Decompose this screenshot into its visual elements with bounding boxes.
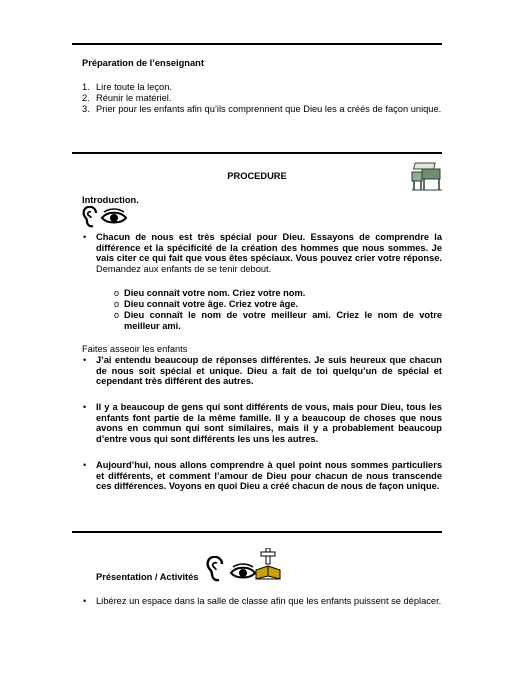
prep-num-3: 3. <box>82 104 90 114</box>
ear-icon <box>82 206 100 233</box>
presentation-divider <box>72 531 442 533</box>
sub-item-3: Dieu connaît le nom de votre meilleur ami. Criez le nom de votre meilleur ami. <box>124 310 442 331</box>
eye-icon <box>229 563 257 586</box>
intro-bullet-1 <box>96 232 442 274</box>
body-bullet-2: J’ai entendu beaucoup de réponses différentes. Je suis heureux que chacun de nous soit spécial et unique. Dieu a fait de toi quelqu’un de spécial et cependant très différent des autres. <box>96 355 442 387</box>
sub-item-2: Dieu connaît votre âge. Criez votre âge. <box>124 299 299 309</box>
eye-icon <box>100 208 128 231</box>
bible-cross-icon <box>255 548 281 587</box>
prep-item-3: Prier pour les enfants afin qu’ils comprennent que Dieu les a créés de façon unique. <box>96 104 442 114</box>
bullet-dot: • <box>83 596 87 606</box>
presentation-heading: Présentation / Activités <box>96 572 199 582</box>
body-bullet-3: Il y a beaucoup de gens qui sont différents de vous, mais pour Dieu, tous les enfants font partie de la même famille. Il y a beaucoup de choses que nous avons en commun qui sont similaires, mais il y a probablement beaucoup d’entre vous qui sont différents les uns les autres. <box>96 402 442 444</box>
sub-marker: o <box>114 310 120 320</box>
procedure-title: PROCEDURE <box>227 171 287 181</box>
sub-marker: o <box>114 299 120 309</box>
prep-num-2: 2. <box>82 93 90 103</box>
body-bullet-4: Aujourd’hui, nous allons comprendre à quel point nous sommes particuliers et différents, et comment l’amour de Dieu pour chacun de nous transcende ces différences. Voyons en quoi Dieu a créé chacun de nous de façon unique. <box>96 460 442 492</box>
bullet-dot: • <box>83 355 87 365</box>
bullet-dot: • <box>83 232 87 242</box>
bullet-dot: • <box>83 402 87 412</box>
prep-num-1: 1. <box>82 82 90 92</box>
prep-item-1: Lire toute la leçon. <box>96 82 172 92</box>
ear-icon <box>206 556 226 587</box>
bullet-dot: • <box>83 460 87 470</box>
procedure-divider <box>72 152 442 154</box>
intro-bullet-1-normal: Demandez aux enfants de se tenir debout. <box>96 263 272 274</box>
prep-item-2: Réunir le matériel. <box>96 93 172 103</box>
sit-line: Faites asseoir les enfants <box>82 344 188 354</box>
top-divider <box>72 43 442 45</box>
sub-item-1: Dieu connaît votre nom. Criez votre nom. <box>124 288 306 298</box>
presentation-bullet-1: Libérez un espace dans la salle de classe afin que les enfants puissent se déplacer. <box>96 596 442 606</box>
sub-marker: o <box>114 288 120 298</box>
intro-heading: Introduction. <box>82 195 139 205</box>
prep-heading: Préparation de l’enseignant <box>82 58 204 68</box>
intro-bullet-1-bold: Chacun de nous est très spécial pour Dieu. Essayons de comprendre la différence et la spécificité de la création des hommes que nous sommes. Je vais citer ce qui fait que vous êtes spéciaux. Vous pouvez crier votre réponse. <box>96 232 442 264</box>
